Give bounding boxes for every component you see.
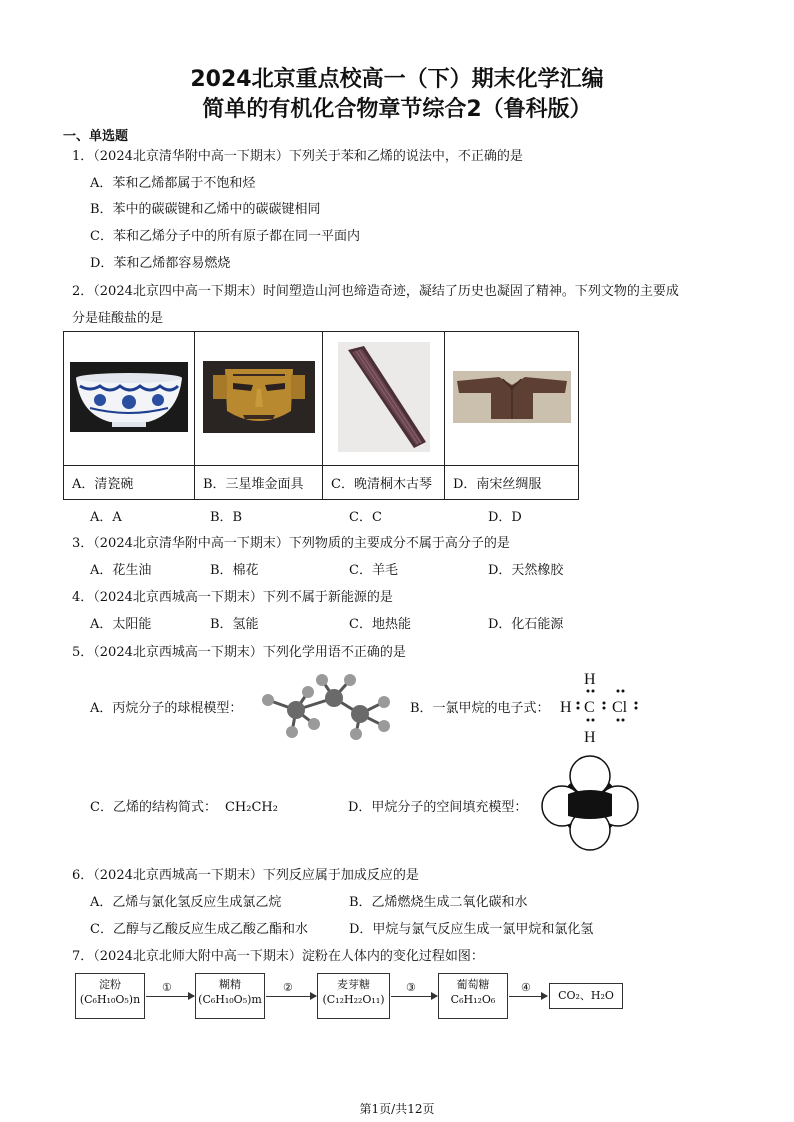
artifact-caption-c: C．晚清桐木古琴: [323, 466, 445, 500]
flow-box-dextrin-formula: (C₆H₁₀O₅)m: [198, 993, 262, 1006]
svg-text:H: H: [584, 671, 596, 688]
q5-stem: 5．（2024北京西城高一下期末）下列化学用语不正确的是: [72, 645, 406, 660]
q2-option-d: D．D: [488, 510, 522, 525]
flow-box-maltose-name: 麦芽糖: [337, 978, 370, 991]
title-line-2: 简单的有机化合物章节综合2（鲁科版）: [202, 97, 592, 122]
q1-option-d: D．苯和乙烯都容易燃烧: [90, 256, 231, 271]
q2-stem-line1: 2．（2024北京四中高一下期末）时间塑造山河也缔造奇迹，凝结了历史也凝固了精神。下列文物的主要成: [72, 284, 679, 299]
flow-step-2: ②: [283, 981, 293, 994]
q6-option-d: D．甲烷与氯气反应生成一氯甲烷和氯化氢: [349, 922, 594, 937]
q4-option-d: D．化石能源: [488, 617, 564, 632]
artifact-caption-d: D．南宋丝绸服: [445, 466, 579, 500]
q5-option-a: A．丙烷分子的球棍模型：: [90, 701, 243, 716]
gold-mask-image: [195, 332, 323, 466]
flow-box-glucose: [438, 973, 508, 1019]
q3-option-a: A．花生油: [90, 563, 152, 578]
flow-arrow-1: [146, 996, 194, 997]
silk-robe-image: [445, 332, 579, 466]
q5-option-c-label: C．乙烯的结构简式：: [90, 800, 217, 815]
flow-step-4: ④: [521, 981, 531, 994]
artifact-caption-a: A．清瓷碗: [64, 466, 195, 500]
title-line-1: 2024北京重点校高一（下）期末化学汇编: [190, 67, 604, 92]
flow-box-maltose: [317, 973, 390, 1019]
flow-arrow-4: [509, 996, 547, 997]
q5-option-b: B．一氯甲烷的电子式：: [410, 701, 550, 716]
section-heading: 一、单选题: [63, 129, 129, 144]
flow-box-maltose-formula: (C₁₂H₂₂O₁₁): [322, 993, 385, 1006]
q2-stem-line2: 分是硅酸盐的是: [72, 311, 164, 326]
flow-arrow-3: [391, 996, 437, 997]
artifact-caption-b: B．三星堆金面具: [195, 466, 323, 500]
ethylene-formula: CH₂CH₂: [224, 800, 278, 815]
flow-box-products: [549, 983, 623, 1009]
q4-option-c: C．地热能: [349, 617, 411, 632]
q1-option-a: A．苯和乙烯都属于不饱和烃: [90, 176, 256, 191]
guqin-image: [323, 332, 445, 466]
flow-box-dextrin: [195, 973, 265, 1019]
flow-box-starch-formula: (C₆H₁₀O₅)n: [79, 993, 141, 1006]
flow-step-3: ③: [406, 981, 416, 994]
flow-step-1: ①: [162, 981, 172, 994]
svg-text:Cl: Cl: [612, 699, 628, 716]
q4-option-b: B．氢能: [210, 617, 259, 632]
propane-ball-stick-model: [256, 672, 404, 742]
q4-stem: 4．（2024北京西城高一下期末）下列不属于新能源的是: [72, 590, 393, 605]
q6-option-a: A．乙烯与氯化氢反应生成氯乙烷: [90, 895, 282, 910]
flow-box-glucose-formula: C₆H₁₂O₆: [450, 993, 496, 1006]
flow-arrow-2: [266, 996, 316, 997]
q6-stem: 6．（2024北京西城高一下期末）下列反应属于加成反应的是: [72, 868, 419, 883]
flow-box-dextrin-name: 糊精: [219, 978, 241, 991]
flow-box-starch: [75, 973, 145, 1019]
q3-stem: 3．（2024北京清华附中高一下期末）下列物质的主要成分不属于高分子的是: [72, 536, 510, 551]
q4-option-a: A．太阳能: [90, 617, 152, 632]
artifact-table: [63, 331, 579, 500]
q2-option-a: A．A: [90, 510, 122, 525]
page-footer: 第1页/共12页: [359, 1102, 435, 1116]
porcelain-bowl-image: [64, 332, 195, 466]
flow-box-starch-name: 淀粉: [99, 978, 121, 991]
q2-option-b: B．B: [210, 510, 243, 525]
flow-box-glucose-name: 葡萄糖: [456, 978, 490, 991]
q3-option-b: B．棉花: [210, 563, 259, 578]
q3-option-c: C．羊毛: [349, 563, 398, 578]
q7-stem: 7．（2024北京北师大附中高一下期末）淀粉在人体内的变化过程如图：: [72, 949, 484, 964]
flow-box-products-formula: CO₂、H₂O: [558, 989, 614, 1002]
q5-option-d: D．甲烷分子的空间填充模型：: [348, 800, 528, 815]
svg-text:H: H: [560, 699, 572, 716]
svg-text:H: H: [584, 729, 596, 746]
q1-option-c: C．苯和乙烯分子中的所有原子都在同一平面内: [90, 229, 360, 244]
q1-stem: 1．（2024北京清华附中高一下期末）下列关于苯和乙烯的说法中，不正确的是: [72, 149, 523, 164]
svg-text:C: C: [584, 699, 595, 716]
q5-option-c: [90, 796, 278, 815]
q6-option-c: C．乙醇与乙酸反应生成乙酸乙酯和水: [90, 922, 308, 937]
chloromethane-electron-formula: [556, 668, 646, 746]
methane-space-filling-model: [538, 754, 642, 854]
q6-option-b: B．乙烯燃烧生成二氧化碳和水: [349, 895, 528, 910]
q1-option-b: B．苯中的碳碳键和乙烯中的碳碳键相同: [90, 202, 321, 217]
q2-option-c: C．C: [349, 510, 382, 525]
q3-option-d: D．天然橡胶: [488, 563, 564, 578]
